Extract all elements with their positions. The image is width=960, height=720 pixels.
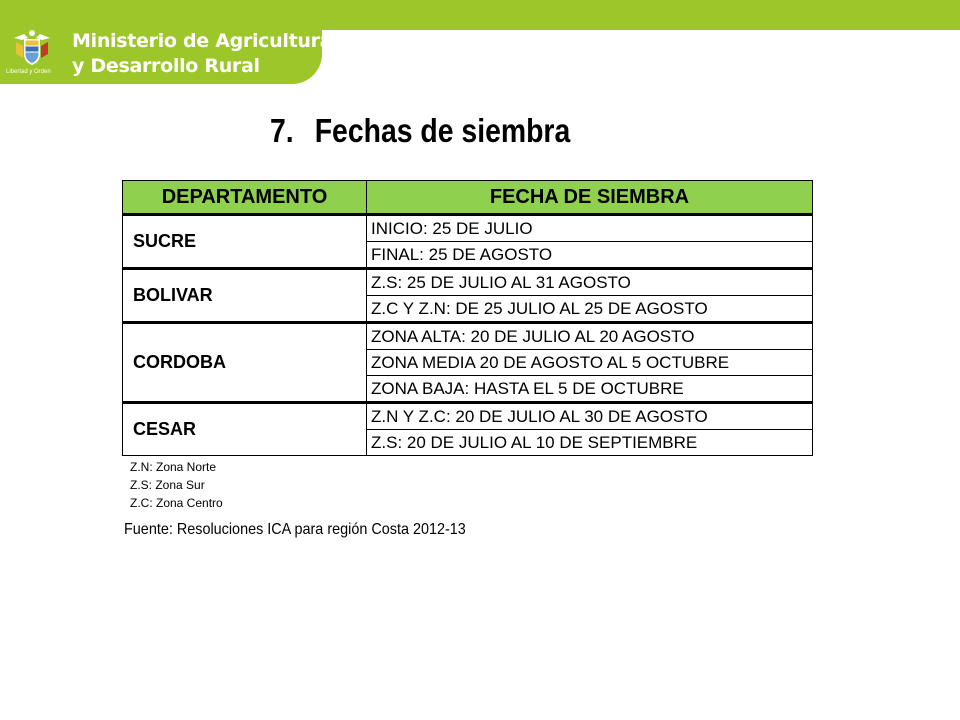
date-cell: Z.C Y Z.N: DE 25 JULIO AL 25 DE AGOSTO bbox=[367, 296, 813, 323]
date-cell: Z.S: 20 DE JULIO AL 10 DE SEPTIEMBRE bbox=[367, 430, 813, 456]
ministry-name-line1: Ministerio de Agricultura bbox=[72, 30, 333, 52]
legend-item: Z.C: Zona Centro bbox=[130, 496, 223, 510]
department-cell: SUCRE bbox=[123, 215, 367, 269]
source-note: Fuente: Resoluciones ICA para región Costa 2012-13 bbox=[124, 521, 466, 538]
planting-dates-table bbox=[122, 180, 813, 456]
table-row bbox=[123, 215, 813, 242]
slide-title-text: Fechas de siembra bbox=[314, 112, 571, 149]
date-cell: Z.S: 25 DE JULIO AL 31 AGOSTO bbox=[367, 269, 813, 296]
date-cell: ZONA BAJA: HASTA EL 5 DE OCTUBRE bbox=[367, 376, 813, 403]
date-cell: INICIO: 25 DE JULIO bbox=[367, 215, 813, 242]
table-header-row bbox=[123, 181, 813, 215]
department-cell: CORDOBA bbox=[123, 323, 367, 403]
date-cell: Z.N Y Z.C: 20 DE JULIO AL 30 DE AGOSTO bbox=[367, 403, 813, 430]
column-header-fecha: FECHA DE SIEMBRA bbox=[367, 181, 813, 215]
date-cell: ZONA MEDIA 20 DE AGOSTO AL 5 OCTUBRE bbox=[367, 350, 813, 376]
table-row bbox=[123, 323, 813, 350]
department-cell: BOLIVAR bbox=[123, 269, 367, 323]
date-cell: ZONA ALTA: 20 DE JULIO AL 20 AGOSTO bbox=[367, 323, 813, 350]
slide-title bbox=[270, 112, 570, 150]
column-header-departamento: DEPARTAMENTO bbox=[123, 181, 367, 215]
coat-of-arms-icon bbox=[10, 28, 54, 68]
ministry-logo-tab bbox=[0, 0, 333, 84]
date-cell: FINAL: 25 DE AGOSTO bbox=[367, 242, 813, 269]
legend-item: Z.N: Zona Norte bbox=[130, 460, 217, 474]
ministry-name bbox=[72, 29, 332, 79]
zone-legend bbox=[130, 458, 223, 512]
legend-item: Z.S: Zona Sur bbox=[130, 478, 205, 492]
slide-number: 7. bbox=[270, 112, 294, 149]
department-cell: CESAR bbox=[123, 403, 367, 456]
motto-text: Libertad y Orden bbox=[6, 69, 51, 75]
ministry-name-line2: y Desarrollo Rural bbox=[72, 55, 260, 77]
table-row bbox=[123, 403, 813, 430]
table-row bbox=[123, 269, 813, 296]
